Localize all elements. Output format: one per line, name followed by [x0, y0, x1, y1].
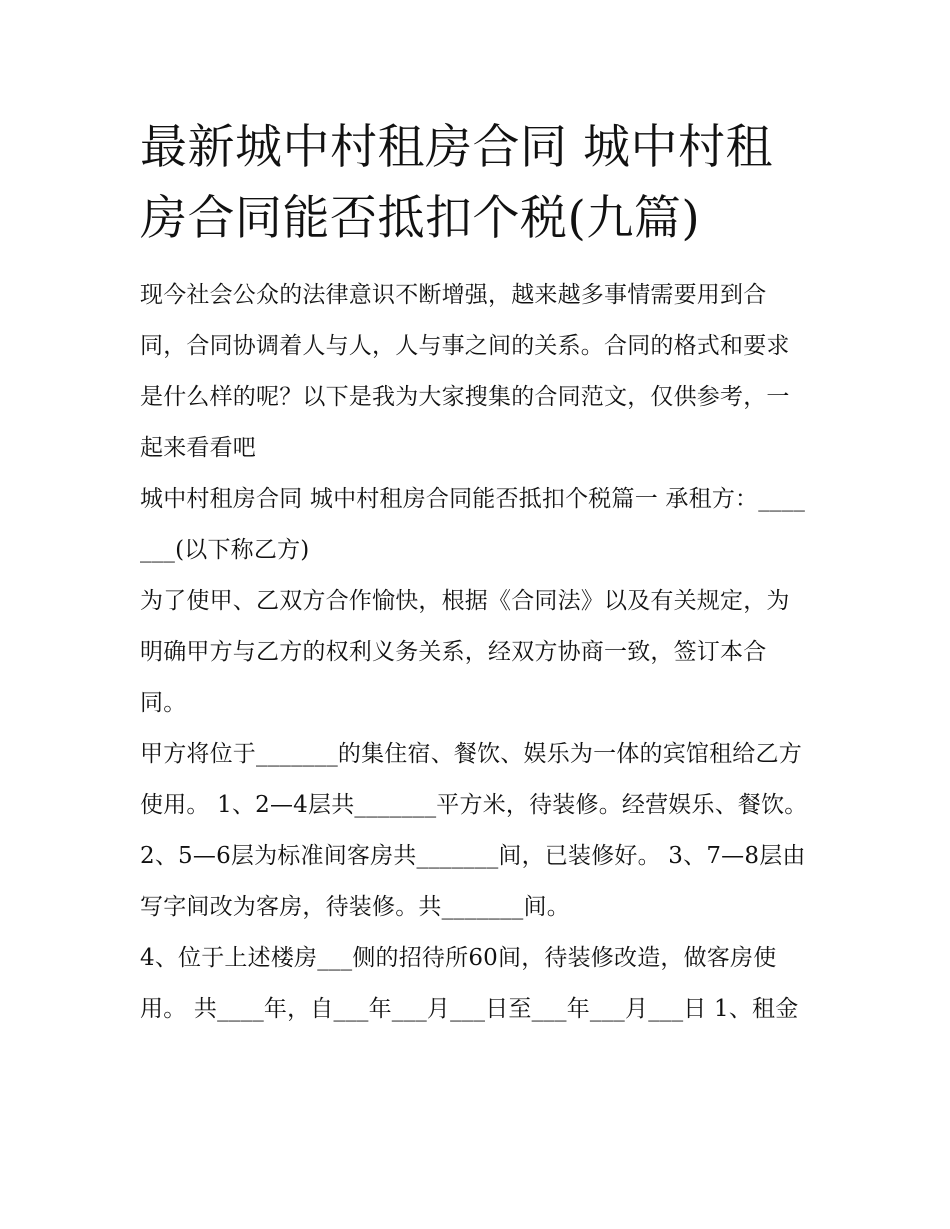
document-page — [140, 112, 812, 1035]
paragraph-purpose: 为了使甲、乙双方合作愉快，根据《合同法》以及有关规定，为明确甲方与乙方的权利义务关系，经双方协商一致，签订本合同。 — [140, 588, 790, 716]
paragraph-term: 4、位于上述楼房___侧的招待所60间，待装修改造，做客房使用。 共____年，自___年___月___日至___年___月___日 1、租金 — [140, 945, 799, 1022]
paragraph-intro: 现今社会公众的法律意识不断增强，越来越多事情需要用到合同，合同协调着人与人，人与事之间的关系。合同的格式和要求是什么样的呢？以下是我为大家搜集的合同范文，仅供参考，一起来看看吧 — [140, 282, 790, 461]
document-body — [140, 270, 812, 1035]
document-title: 最新城中村租房合同 城中村租房合同能否抵扣个税(九篇) — [140, 120, 773, 246]
paragraph-section-heading: 城中村租房合同 城中村租房合同能否抵扣个税篇一 承租方：_______(以下称乙方) — [140, 486, 806, 563]
paragraph-property: 甲方将位于_______的集住宿、餐饮、娱乐为一体的宾馆租给乙方使用。 1、2—4层共_______平方米，待装修。经营娱乐、餐饮。 — [140, 741, 808, 818]
paragraph-rooms: 2、5—6层为标准间客房共_______间，已装修好。 3、7—8层由写字间改为客房，待装修。共_______间。 — [140, 843, 806, 920]
